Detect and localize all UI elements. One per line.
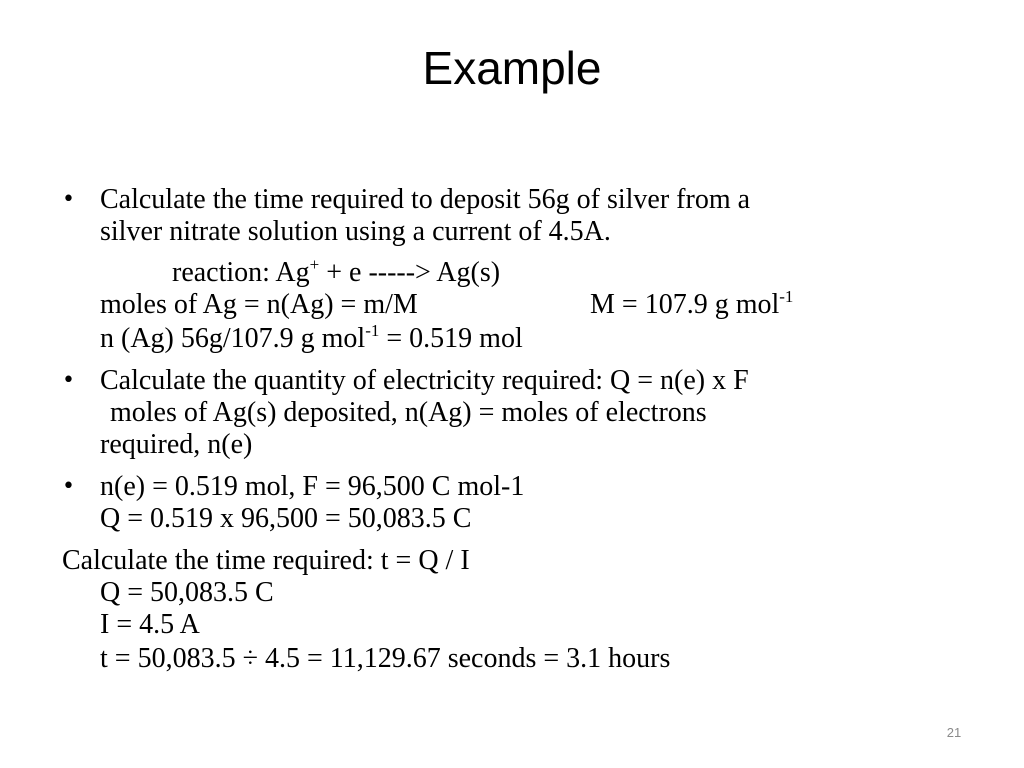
time-line-1: Q = 50,083.5 C bbox=[100, 577, 274, 608]
reaction-equation: reaction: Ag+ + e -----> Ag(s) bbox=[172, 255, 501, 288]
bullet-1-line-2: silver nitrate solution using a current of 4.5A. bbox=[100, 216, 611, 247]
time-line-3: t = 50,083.5 ÷ 4.5 = 11,129.67 seconds = 3.1 hours bbox=[100, 643, 671, 674]
bullet-3-line-1: n(e) = 0.519 mol, F = 96,500 C mol-1 bbox=[100, 471, 525, 502]
moles-formula: moles of Ag = n(Ag) = m/M bbox=[100, 289, 418, 320]
bullet-icon: • bbox=[62, 368, 75, 393]
bullet-icon: • bbox=[62, 187, 75, 212]
slide-title: Example bbox=[422, 42, 602, 94]
bullet-2-line-3: required, n(e) bbox=[100, 429, 253, 460]
time-heading: Calculate the time required: t = Q / I bbox=[62, 545, 470, 576]
molar-mass: M = 107.9 g mol$^{-1}$ bbox=[590, 287, 794, 320]
time-line-2: I = 4.5 A bbox=[100, 609, 200, 640]
bullet-2-line-2: moles of Ag(s) deposited, n(Ag) = moles of electrons bbox=[110, 397, 707, 428]
bullet-1-line-1: Calculate the time required to deposit 56g of silver from a bbox=[100, 184, 751, 215]
slide-number: 21 bbox=[946, 725, 962, 740]
bullet-icon: • bbox=[62, 474, 75, 499]
bullet-2-line-1: Calculate the quantity of electricity required: Q = n(e) x F bbox=[100, 365, 749, 396]
bullet-3-line-2: Q = 0.519 x 96,500 = 50,083.5 C bbox=[100, 503, 472, 534]
moles-calculation: n (Ag) 56g/107.9 g mol$^{-1}$ = 0.519 mol bbox=[100, 321, 523, 354]
